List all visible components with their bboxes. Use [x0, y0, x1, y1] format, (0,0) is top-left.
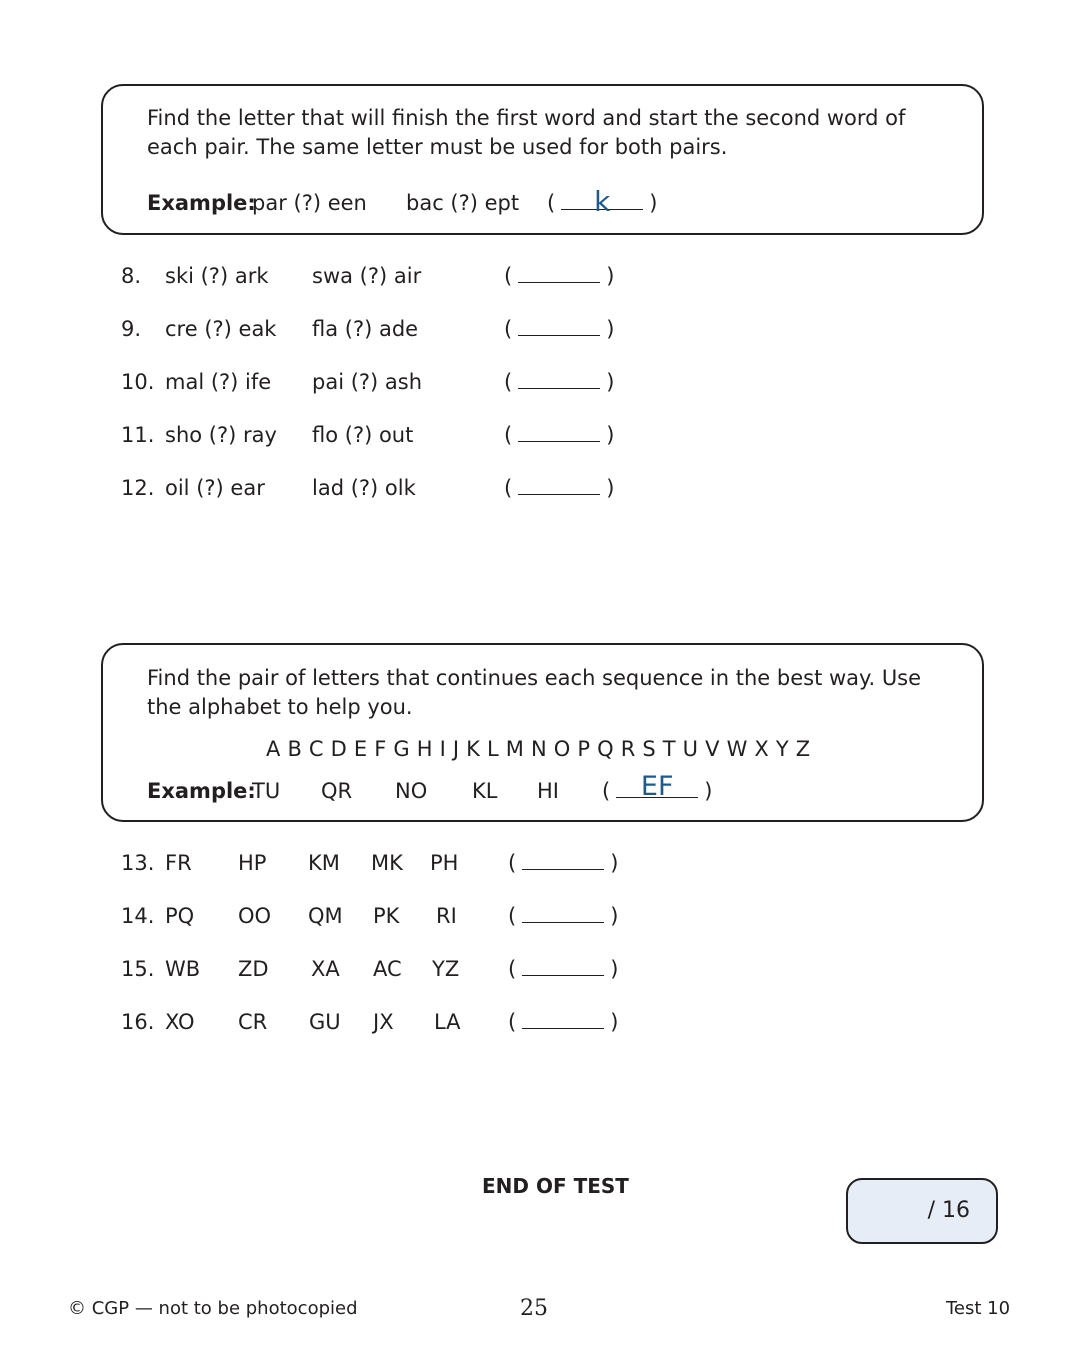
- q16-item-4: JX: [373, 1010, 394, 1034]
- q8-first: ski (?) ark: [165, 264, 269, 288]
- alphabet-line: A B C D E F G H I J K L M N O P Q R S T U V W X Y Z: [266, 737, 811, 761]
- q10-number: 10.: [121, 370, 155, 394]
- q15-item-4: AC: [373, 957, 402, 981]
- q13-item-3: KM: [308, 851, 340, 875]
- q13-item-2: HP: [238, 851, 267, 875]
- example-answer-handwritten-ef: EF: [640, 771, 674, 802]
- q15-item-2: ZD: [238, 957, 269, 981]
- q15-item-3: XA: [311, 957, 340, 981]
- q14-item-4: PK: [373, 904, 400, 928]
- example-seq-3: NO: [395, 779, 428, 803]
- q16-answer-blank[interactable]: ( ): [508, 1010, 619, 1034]
- q16-item-1: XO: [165, 1010, 195, 1034]
- example-seq-4: KL: [472, 779, 498, 803]
- q9-first: cre (?) eak: [165, 317, 277, 341]
- q10-first: mal (?) ife: [165, 370, 272, 394]
- q8-answer-blank[interactable]: ( ): [504, 264, 615, 288]
- q10-answer-blank[interactable]: ( ): [504, 370, 615, 394]
- q10-second: pai (?) ash: [312, 370, 423, 394]
- q14-item-5: RI: [436, 904, 457, 928]
- q12-number: 12.: [121, 476, 155, 500]
- q14-item-1: PQ: [165, 904, 195, 928]
- q16-number: 16.: [121, 1010, 155, 1034]
- end-of-test-label: END OF TEST: [482, 1174, 629, 1198]
- q11-first: sho (?) ray: [165, 423, 277, 447]
- q12-second: lad (?) olk: [312, 476, 416, 500]
- example-seq-2: QR: [321, 779, 353, 803]
- q16-item-3: GU: [309, 1010, 341, 1034]
- q16-item-5: LA: [434, 1010, 461, 1034]
- q13-number: 13.: [121, 851, 155, 875]
- footer-copyright: © CGP — not to be photocopied: [68, 1298, 358, 1319]
- example-word2: bac (?) ept: [406, 191, 520, 215]
- example-label-1: Example:: [147, 191, 256, 215]
- q13-answer-blank[interactable]: ( ): [508, 851, 619, 875]
- example-answer-handwritten-k: k: [594, 185, 611, 218]
- example-seq-5: HI: [537, 779, 559, 803]
- instruction-text-2: Find the pair of letters that continues each sequence in the best way. Use the alphabet to help you.: [147, 666, 922, 719]
- q13-item-1: FR: [165, 851, 192, 875]
- q11-number: 11.: [121, 423, 155, 447]
- example-answer-1: ( k ): [547, 185, 658, 218]
- q15-item-5: YZ: [432, 957, 460, 981]
- q8-number: 8.: [121, 264, 142, 288]
- score-box: [846, 1178, 998, 1244]
- q13-item-4: MK: [371, 851, 403, 875]
- example-label-2: Example:: [147, 779, 256, 803]
- example-seq-1: TU: [252, 779, 281, 803]
- q13-item-5: PH: [430, 851, 459, 875]
- example-answer-2: ( EF ): [602, 771, 713, 803]
- q16-item-2: CR: [238, 1010, 268, 1034]
- footer-test-label: Test 10: [946, 1298, 1011, 1319]
- q15-answer-blank[interactable]: ( ): [508, 957, 619, 981]
- q11-answer-blank[interactable]: ( ): [504, 423, 615, 447]
- q15-number: 15.: [121, 957, 155, 981]
- q8-second: swa (?) air: [312, 264, 422, 288]
- q14-item-3: QM: [308, 904, 343, 928]
- q9-answer-blank[interactable]: ( ): [504, 317, 615, 341]
- instruction-text-1: Find the letter that will finish the first word and start the second word of each pair. The same letter must be used for both pairs.: [147, 106, 906, 159]
- footer-page-number: 25: [520, 1296, 548, 1321]
- q14-item-2: OO: [238, 904, 272, 928]
- example-word1: par (?) een: [252, 191, 367, 215]
- q9-number: 9.: [121, 317, 142, 341]
- q14-answer-blank[interactable]: ( ): [508, 904, 619, 928]
- q12-first: oil (?) ear: [165, 476, 265, 500]
- q14-number: 14.: [121, 904, 155, 928]
- q11-second: flo (?) out: [312, 423, 414, 447]
- score-total: / 16: [927, 1198, 970, 1223]
- q15-item-1: WB: [165, 957, 201, 981]
- q9-second: fla (?) ade: [312, 317, 419, 341]
- q12-answer-blank[interactable]: ( ): [504, 476, 615, 500]
